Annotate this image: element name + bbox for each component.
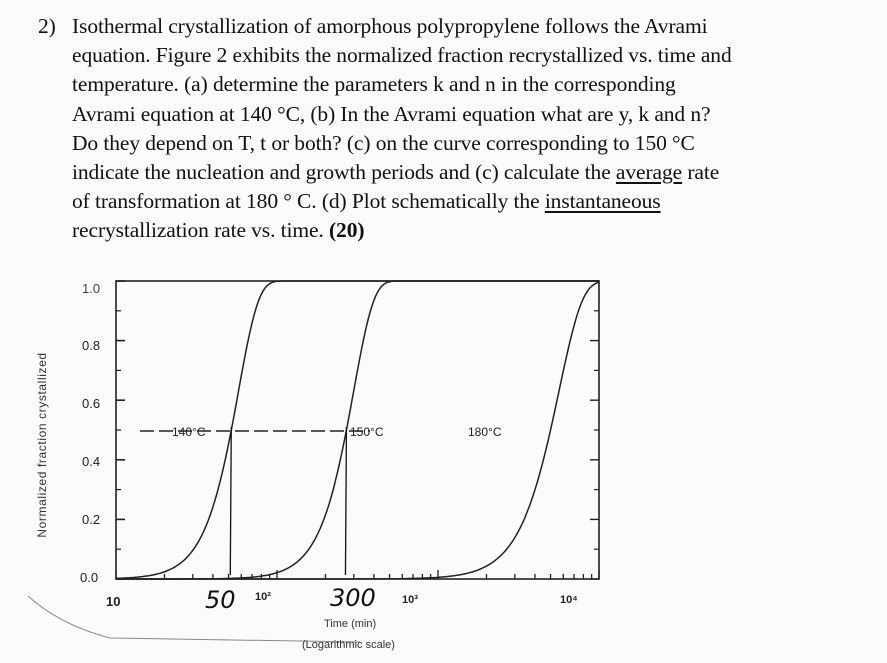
question-line-6-a: indicate the nucleation and growth periods and (c) calculate the	[72, 160, 616, 185]
question-line-6-b: rate	[682, 160, 720, 185]
curve-label-140: 140°C	[172, 425, 206, 439]
average-underlined: average	[615, 160, 683, 185]
x-tick-label-3: 10⁴	[560, 594, 578, 606]
question-line-1: Isothermal crystallization of amorphous polypropylene follows the Avrami	[72, 14, 708, 38]
half-time-marker-140c	[230, 427, 231, 575]
question-line-2: equation. Figure 2 exhibits the normalized fraction recrystallized vs. time and	[72, 43, 732, 68]
y-tick-label-3: 0.6	[82, 396, 101, 411]
question-line-4: Avrami equation at 140 °C, (b) In the Avrami equation what are y, k and n?	[72, 101, 711, 126]
handwritten-300: 300	[330, 584, 376, 612]
question-line-3: temperature. (a) determine the parameters k and n in the corresponding	[72, 72, 676, 97]
instantaneous-underlined: instantaneous	[544, 189, 661, 214]
question-line-8-a: recrystallization rate vs. time.	[72, 218, 329, 243]
scan-artifact-line	[28, 596, 360, 642]
x-axis-label-line-1: Time (min)	[324, 618, 377, 630]
y-axis-label: Normalized fraction crystallized	[35, 352, 49, 538]
curve-label-180: 180°C	[468, 425, 502, 439]
y-tick-label-5: 1.0	[82, 281, 101, 296]
x-axis-label-line-2: (Logarithmic scale)	[302, 639, 395, 651]
y-tick-label-4: 0.8	[82, 338, 101, 353]
x-tick-label-1: 10²	[255, 591, 271, 603]
y-tick-label-2: 0.4	[82, 454, 101, 469]
points-label: (20)	[329, 218, 365, 243]
question-line-5: Do they depend on T, t or both? (c) on the curve corresponding to 150 °C	[72, 130, 695, 155]
y-tick-label-0: 0.0	[80, 570, 99, 585]
half-time-marker-150c	[345, 427, 346, 575]
question-number: 2)	[38, 14, 56, 38]
question-line-7-a: of transformation at 180 ° C. (d) Plot schematically the	[72, 189, 545, 214]
curve-label-150: 150°C	[350, 425, 384, 439]
x-tick-label-2: 10³	[402, 594, 418, 606]
y-tick-label-1: 0.2	[82, 512, 101, 527]
handwritten-50: 50	[205, 586, 236, 614]
x-tick-label-0: 10	[106, 594, 121, 609]
